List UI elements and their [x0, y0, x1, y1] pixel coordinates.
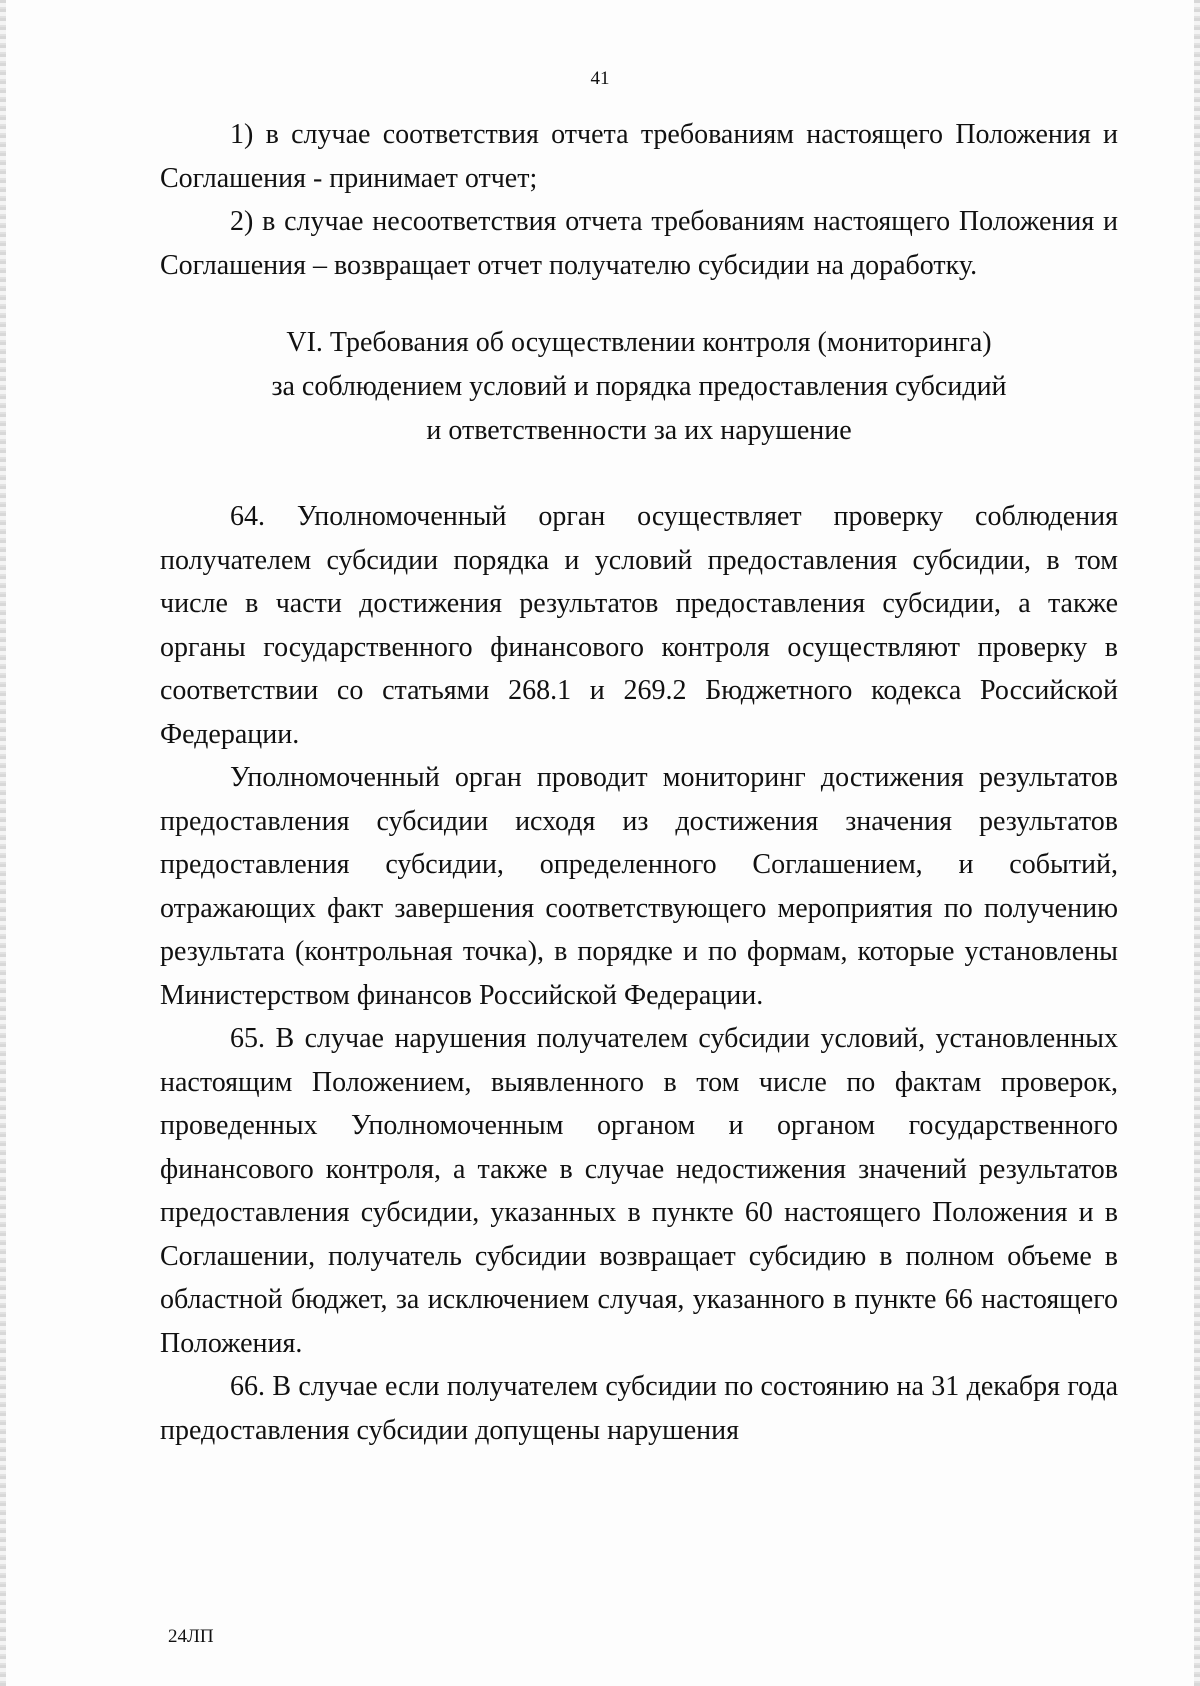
paragraph-64: 64. Уполномоченный орган осуществляет проверку соблюдения получателем субсидии порядка и условий предоставления субсидии, в том числе в части достижения результатов предоставления субсидии, а также органы государственного финансового контроля осуществляют проверку в соответствии со статьями 268.1 и 269.2 Бюджетного кодекса Российской Федерации.: [160, 501, 1118, 750]
paragraph-65: 65. В случае нарушения получателем субсидии условий, установленных настоящим Положением, выявленного в том числе по фактам проверок, проведенных Уполномоченным органом и органом государственного финансового контроля, а также в случае недостижения значений результатов предоставления субсидии, указанных в пункте 60 настоящего Положения и в Соглашении, получатель субсидии возвращает субсидию в полном объеме в областной бюджет, за исключением случая, указанного в пункте 66 настоящего Положения.: [160, 1023, 1118, 1359]
paragraph-monitoring: Уполномоченный орган проводит мониторинг достижения результатов предоставления субсидии исходя из достижения значения результатов предоставления субсидии, определенного Соглашением, и событий, отражающих факт завершения соответствующего мероприятия по получению результата (контрольная точка), в порядке и по формам, которые установлены Министерством финансов Российской Федерации.: [160, 762, 1118, 1011]
paragraph-item-2: 2) в случае несоответствия отчета требованиям настоящего Положения и Соглашения – возвращает отчет получателю субсидии на доработку.: [160, 206, 1118, 281]
section-heading-line-1: VI. Требования об осуществлении контроля (мониторинга): [286, 327, 992, 358]
page-number: 41: [590, 68, 610, 89]
scan-edge-left: [0, 0, 6, 1686]
paragraph-item-1: 1) в случае соответствия отчета требованиям настоящего Положения и Соглашения - принимает отчет;: [160, 119, 1118, 194]
paragraph-66: 66. В случае если получателем субсидии по состоянию на 31 декабря года предоставления субсидии допущены нарушения: [160, 1371, 1118, 1446]
scan-edge-right: [1194, 0, 1200, 1686]
document-body: [160, 113, 1118, 1452]
section-heading-line-3: и ответственности за их нарушение: [426, 415, 852, 446]
section-heading-line-2: за соблюдением условий и порядка предоставления субсидий: [271, 371, 1007, 402]
footer-document-code: 24ЛП: [168, 1626, 214, 1647]
section-heading: [160, 321, 1118, 453]
